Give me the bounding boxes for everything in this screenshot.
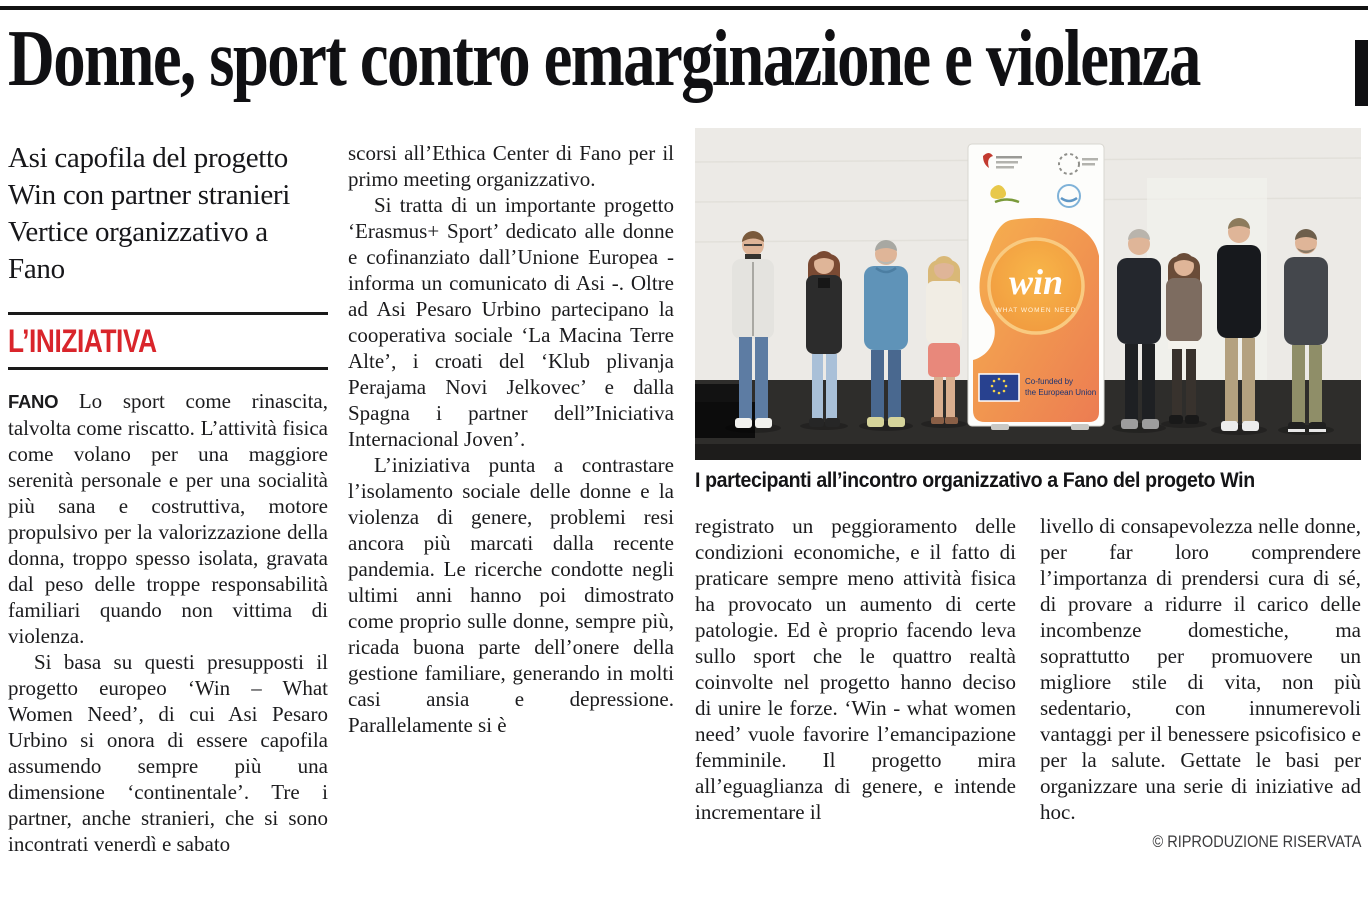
photo-caption — [695, 469, 1361, 493]
bench — [695, 384, 741, 402]
win-logo — [989, 239, 1083, 333]
subhead-line-3: Vertice organizzativo a Fano — [8, 216, 268, 285]
column-3 — [695, 513, 1016, 852]
kicker-label: L’INIZIATIVA — [8, 323, 157, 359]
floor-edge — [695, 444, 1361, 460]
eu-text-line-2: the European Union — [1025, 388, 1097, 397]
top-rule — [0, 6, 1368, 10]
paragraph: registrato un peggioramento delle condizioni economiche, e il fatto di praticare sempre meno attività fisica ha provocato un aumento di certe patologie. Ed è proprio facendo leva sullo sport che le quattro realtà coinvolte nel progetto hanno deciso di unire le forze. ‘Win - what women need’ vuole favorire l’emancipazione femminile. Il progetto mira all’eguaglianza di genere, e intende incrementare il — [695, 514, 1016, 824]
win-logo-tagline: WHAT WOMEN NEED — [995, 307, 1077, 314]
subhead-line-1: Asi capofila del progetto — [8, 142, 288, 174]
paragraph: scorsi all’Ethica Center di Fano per il primo meeting organizzativo. — [348, 141, 674, 191]
body-column-1 — [8, 388, 328, 857]
photo-illustration — [695, 128, 1361, 460]
headline-text: Donne, sport contro emarginazione e violenza — [8, 13, 1200, 103]
eu-text-line-1: Co-funded by — [1025, 377, 1074, 386]
photo-caption-text: I partecipanti all’incontro organizzativo a Fano del progeto Win — [695, 469, 1255, 492]
eu-flag-icon — [979, 374, 1019, 401]
paragraph-text: Lo sport come rinascita, talvolta come riscatto. L’attività fisica come volano per una maggiore serenità personale e per una socialità più sana e costruttiva, motore propulsivo per la valorizzazione della donna, troppo spesso isolata, gravata dal peso delle troppe responsabilità familiari quando non vittima di violenza. — [8, 389, 329, 648]
news-photo — [695, 128, 1361, 460]
kicker-rule-top — [8, 312, 328, 315]
copyright-text: © RIPRODUZIONE RISERVATA — [1152, 833, 1361, 851]
roll-up-banner — [968, 144, 1104, 430]
dateline: FANO — [8, 391, 59, 412]
column-4 — [1040, 513, 1361, 852]
banner-foot — [991, 424, 1009, 430]
body-column-4 — [1040, 513, 1361, 825]
lower-columns — [695, 513, 1361, 852]
kicker-rule-bottom — [8, 367, 328, 370]
kicker-block — [8, 312, 328, 370]
subhead-line-2: Win con partner stranieri — [8, 179, 291, 211]
adjacent-column-stub — [1355, 40, 1368, 106]
banner-foot — [1071, 424, 1089, 430]
photo-block — [695, 128, 1361, 852]
paragraph — [8, 388, 328, 649]
column-2 — [348, 140, 674, 738]
headline — [8, 13, 1368, 103]
win-logo-text: win — [1008, 262, 1064, 302]
copyright-line — [1040, 833, 1361, 852]
subhead — [8, 140, 328, 288]
paragraph: Si tratta di un importante progetto ‘Erasmus+ Sport’ dedicato alle donne e cofinanziato dall’Unione Europea - informa un comunicato di Asi -. Oltre ad Asi Pesaro Urbino partecipano la cooperativa sociale ‘La Macina Terre Alte’, i croati del ‘Klub plivanja Perajama Novi Jelkovec’ e dalla Spagna i partner dell”Iniciativa Internacional Joven’. — [348, 193, 674, 451]
paragraph: Si basa su questi presupposti il progetto europeo ‘Win – What Women Need’, di cui Asi Pesaro Urbino si onora di essere capofila assumendo sempre più una dimensione ‘continentale’. Tre i partner, anche stranieri, che si sono incontrati venerdì e sabato — [8, 650, 328, 856]
column-1 — [8, 140, 328, 857]
paragraph: L’iniziativa punta a contrastare l’isolamento sociale delle donne e la violenza di genere, problemi resi ancora più marcati dalla recente pandemia. Le ricerche condotte negli ultimi anni hanno poi dimostrato come proprio sulle donne, sempre più, ricada buona parte dell’onere della gestione familiare, generando in molti casi ansia e depressione. Parallelamente si è — [348, 453, 674, 737]
paragraph: livello di consapevolezza nelle donne, per far loro comprendere l’importanza di prendersi cura di sé, di provare a ridurre il carico delle incombenze domestiche, ma soprattutto per promuovere un migliore stile di vita, non più sedentario, con innumerevoli vantaggi per il benessere psicofisico e per la salute. Gettate le basi per organizzare una serie di iniziative ad hoc. — [1040, 514, 1361, 824]
body-column-3 — [695, 513, 1016, 825]
body-column-2 — [348, 140, 674, 738]
